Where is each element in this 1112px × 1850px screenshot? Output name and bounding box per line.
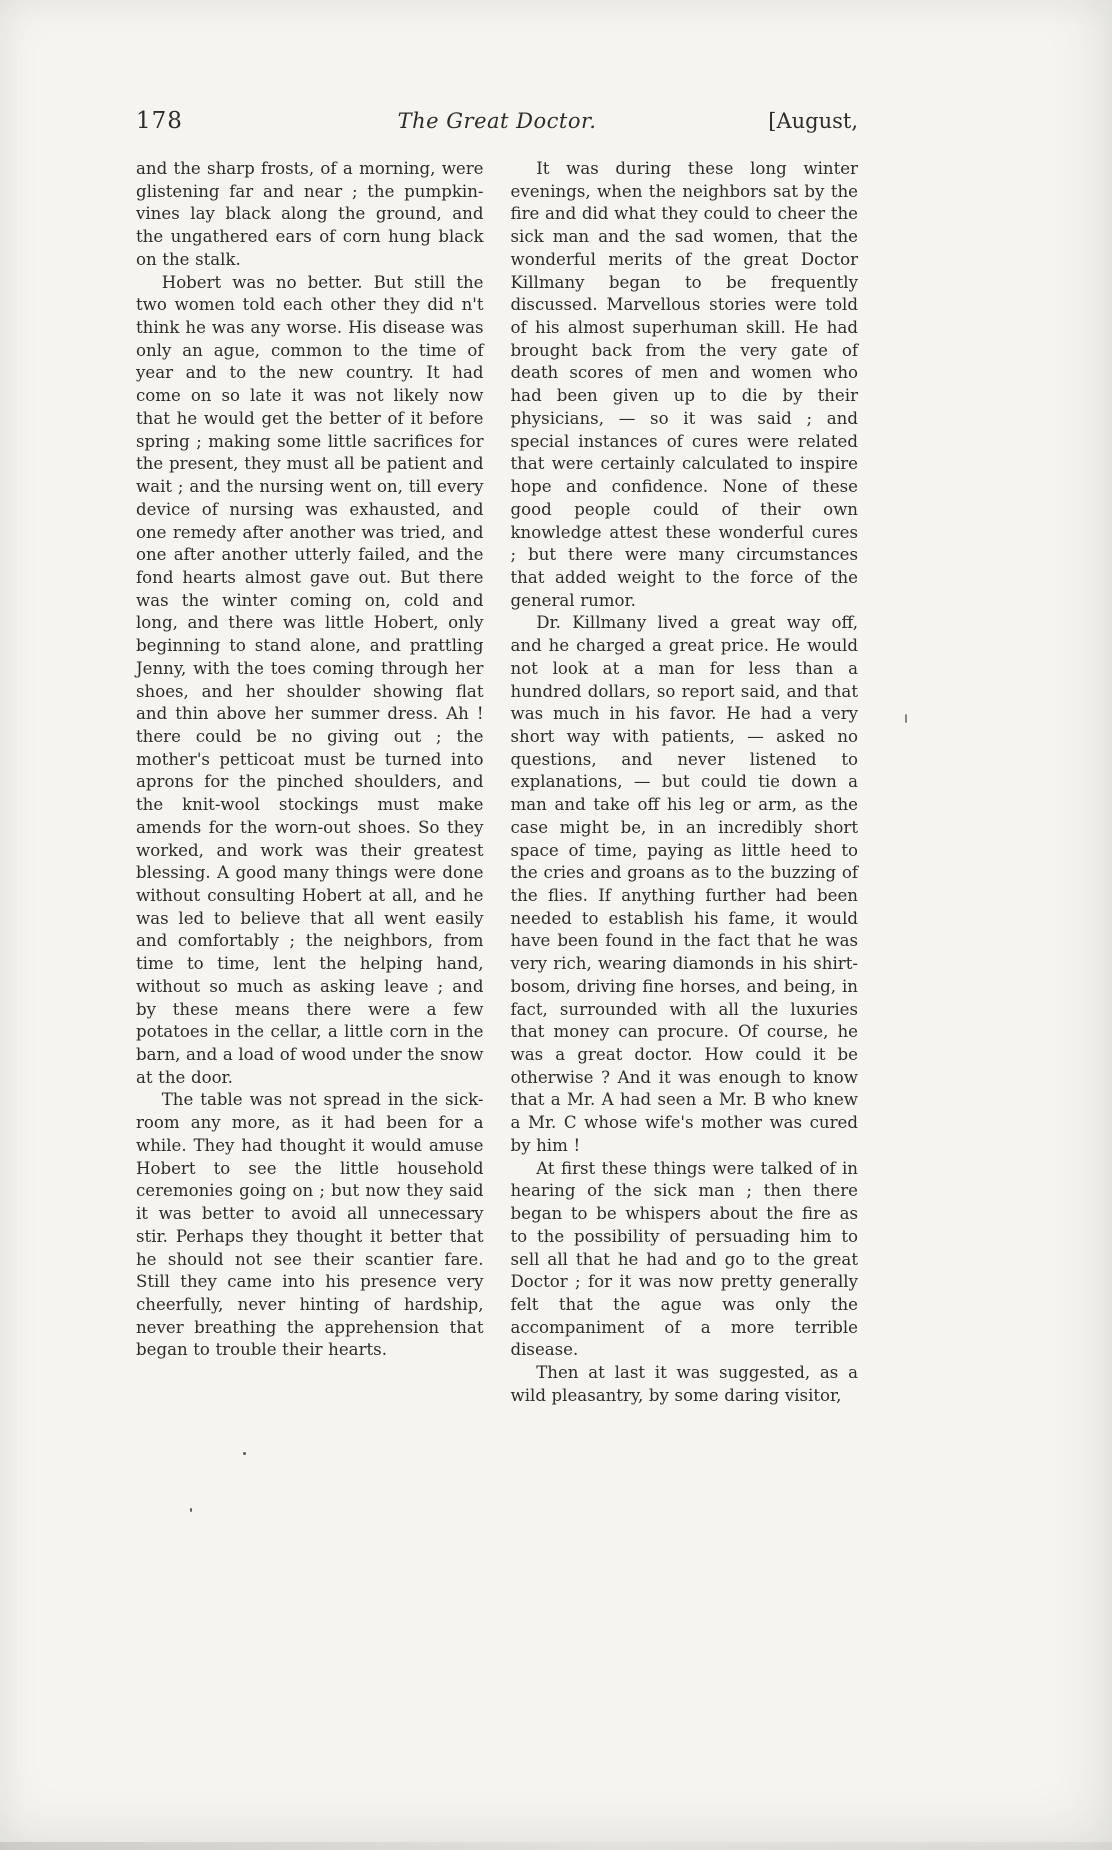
paragraph: At first these things were talked of in hearing of the sick man ; then there began to be whispers about the fire as to the possibility of persuading him to sell all that he had and go to the great Doctor ; for it was now pretty generally felt that the ague was only the accompaniment of a more terrible disease. — [510, 1158, 858, 1360]
scan-speck — [905, 714, 907, 723]
right-column — [511, 158, 859, 1408]
page-content — [136, 108, 858, 1408]
issue-date: [August, — [768, 109, 858, 133]
paragraph: It was during these long winter evenings, when the neighbors sat by the fire and did what they could to cheer the sick man and the sad women, that the wonderful merits of the great Doctor Killmany began to be frequently discussed. Marvellous stories were told of his almost superhuman skill. He had brought back from the very gate of death scores of men and women who had been given up to die by their physicians, — so it was said ; and special instances of cures were related that were certainly calculated to inspire hope and confidence. None of these good people could of their own knowledge attest these wonderful cures ; but there were many circumstances that added weight to the force of the general rumor. — [510, 159, 858, 610]
text-columns — [136, 158, 858, 1408]
scan-speck — [190, 1508, 192, 1512]
paragraph: and the sharp frosts, of a morning, were glistening far and near ; the pumpkin-vines lay black along the ground, and the ungathered ears of corn hung black on the stalk. — [136, 159, 484, 269]
paragraph: Hobert was no better. But still the two women told each other they did n't think he was any worse. His disease was only an ague, common to the time of year and to the new country. It had come on so late it was not likely now that he would get the better of it before spring ; making some little sacrifices for the present, they must all be patient and wait ; and the nursing went on, till every device of nursing was exhausted, and one remedy after another was tried, and one after another utterly failed, and the fond hearts almost gave out. But there was the winter coming on, cold and long, and there was little Hobert, only beginning to stand alone, and prattling Jenny, with the toes coming through her shoes, and her shoulder showing flat and thin above her summer dress. Ah ! there could be no giving out ; the mother's petticoat must be turned into aprons for the pinched shoulders, and the knit-wool stockings must make amends for the worn-out shoes. So they worked, and work was their greatest blessing. A good many things were done without consulting Hobert at all, and he was led to believe that all went easily and comfortably ; the neighbors, from time to time, lent the helping hand, without so much as asking leave ; and by these means there were a few potatoes in the cellar, a little corn in the barn, and a load of wood under the snow at the door. — [136, 272, 484, 1087]
scan-speck — [243, 1452, 246, 1455]
running-head — [136, 108, 858, 134]
page-title: The Great Doctor. — [397, 109, 597, 133]
paragraph: Dr. Killmany lived a great way off, and he charged a great price. He would not look at a man for less than a hundred dollars, so report said, and that was much in his favor. He had a very short way with patients, — asked no questions, and never listened to explanations, — but could tie down a man and take off his leg or arm, as the case might be, in an incredibly short space of time, paying as little heed to the cries and groans as to the buzzing of the flies. If anything further had been needed to establish his fame, it would have been found in the fact that he was very rich, wearing diamonds in his shirt-bosom, driving fine horses, and being, in fact, surrounded with all the luxuries that money can procure. Of course, he was a great doctor. How could it be otherwise ? And it was enough to know that a Mr. A had seen a Mr. B who knew a Mr. C whose wife's mother was cured by him ! — [510, 613, 858, 1155]
paragraph: Then at last it was suggested, as a wild pleasantry, by some daring visitor, — [510, 1363, 858, 1405]
paragraph: The table was not spread in the sick-room any more, as it had been for a while. They had thought it would amuse Hobert to see the little household ceremonies going on ; but now they said it was better to avoid all unnecessary stir. Perhaps they thought it better that he should not see their scantier fare. Still they came into his presence very cheerfully, never hinting of hardship, never breathing the apprehension that began to trouble their hearts. — [136, 1090, 484, 1360]
page-number: 178 — [136, 108, 183, 134]
left-column — [136, 158, 484, 1408]
scan-edge-shadow — [0, 1842, 1112, 1850]
